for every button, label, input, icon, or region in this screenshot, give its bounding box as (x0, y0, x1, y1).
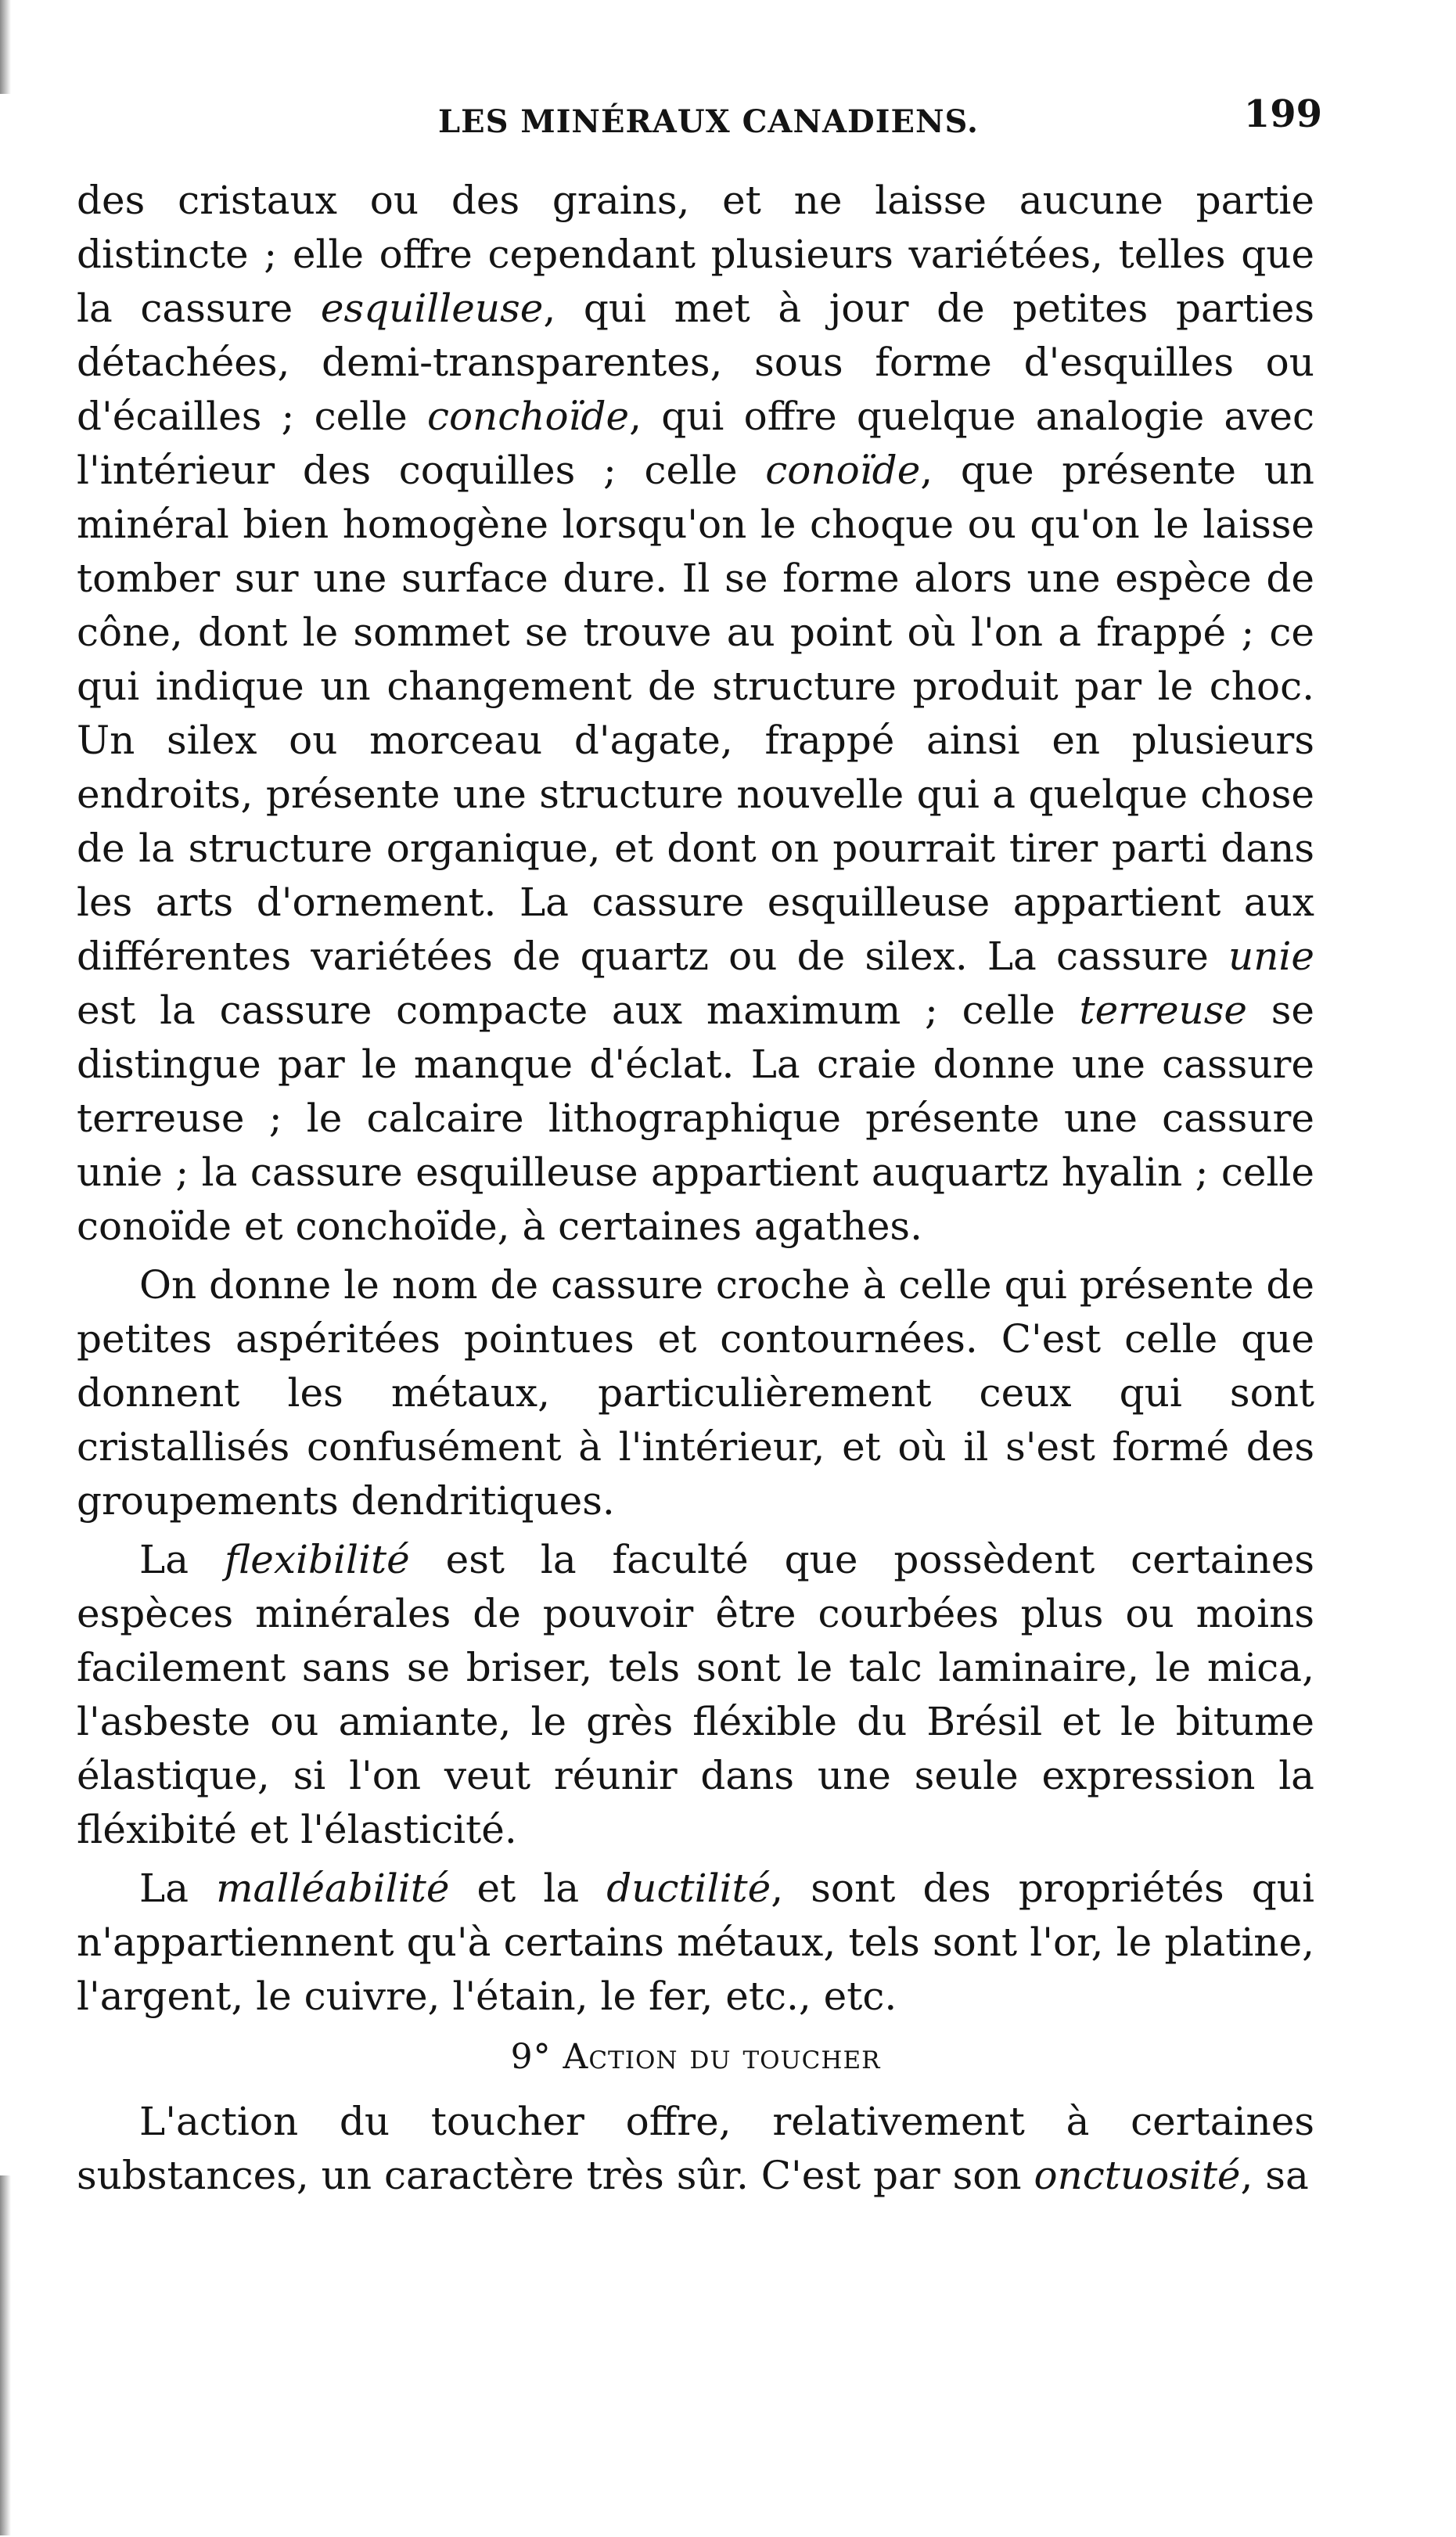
text-run: , qui met à jour de petites parties détachées, demi-transparentes, sous forme d'esquilles ou d'écailles ; celle (77, 286, 1314, 439)
text-run: est la faculté que possèdent certaines espèces minérales de pouvoir être courbées plus ou moins facilement sans se briser, tels sont le talc laminaire, le mica, l'asbeste ou amiante, le grès fléxible du Brésil et le bitume élastique, si l'on veut réunir dans une seule expression la fléxibité et l'élasticité. (77, 1537, 1315, 1852)
italic-term: conchoïde (426, 394, 630, 439)
text-run: des cristaux ou des grains, et ne laisse aucune partie distincte ; elle offre cependant plusieurs variétées, telles que la cassure (77, 178, 1314, 331)
paragraph (77, 1533, 1314, 1857)
italic-term: esquilleuse (320, 286, 544, 331)
text-run: est la cassure compacte aux maximum ; celle (77, 988, 1080, 1033)
text-run: L'action du toucher offre, relativement à certaines substances, un caractère très sûr. C'est par son (77, 2099, 1314, 2198)
text-run: , sont des propriétés qui n'appartiennent qu'à certains métaux, tels sont l'or, le platine, l'argent, le cuivre, l'étain, le fer, etc., etc. (77, 1866, 1314, 2019)
page-edge-shadow (0, 2175, 11, 2535)
text-run: et la (449, 1866, 607, 1911)
italic-term: malléabilité (216, 1866, 450, 1911)
italic-term: conoïde (765, 448, 921, 493)
text-run: , sa (1240, 2153, 1309, 2198)
running-title: LES MINÉRAUX CANADIENS. (438, 103, 979, 140)
page-edge-shadow (0, 0, 11, 94)
paragraph (77, 174, 1314, 1254)
paragraph (77, 1862, 1314, 2024)
section-heading: 9° Action du toucher (510, 2037, 881, 2077)
text-run: , qui offre quelque analogie avec l'intérieur des coquilles ; celle (77, 394, 1314, 493)
text-run: se distingue par le manque d'éclat. La craie donne une cassure terreuse ; le calcaire lithographique présente une cassure unie ; la cassure esquilleuse appartient auquartz hyalin ; celle conoïde et conchoïde, à certaines agathes. (77, 988, 1314, 1249)
text-run: On donne le nom de cassure croche à celle qui présente de petites aspéritées pointues et contournées. C'est celle que donnent les métaux, particulièrement ceux qui sont cristallisés confusément à l'intérieur, et où il s'est formé des groupements dendritiques. (77, 1262, 1314, 1524)
paragraph (77, 1258, 1314, 1528)
text-run: La (139, 1537, 225, 1582)
text-run: La (139, 1866, 217, 1911)
italic-term: ductilité (606, 1866, 771, 1911)
italic-term: unie (1228, 934, 1314, 979)
page-header (438, 92, 1322, 147)
paragraph (77, 2095, 1314, 2203)
italic-term: flexibilité (224, 1537, 410, 1582)
text-run: , que présente un minéral bien homogène lorsqu'on le choque ou qu'on le laisse tomber sur une surface dure. Il se forme alors une espèce de cône, dont le sommet se trouve au point où l'on a frappé ; ce qui indique un changement de structure produit par le choc. Un silex ou morceau d'agate, frappé ainsi en plusieurs endroits, présente une structure nouvelle qui a quelque chose de la structure organique, et dont on pourrait tirer parti dans les arts d'ornement. La cassure esquilleuse appartient aux différentes variétées de quartz ou de silex. La cassure (77, 448, 1314, 979)
page-number: 199 (1243, 92, 1322, 136)
body-text (77, 174, 1314, 2208)
italic-term: terreuse (1079, 988, 1248, 1033)
italic-term: onctuosité (1034, 2153, 1241, 2198)
